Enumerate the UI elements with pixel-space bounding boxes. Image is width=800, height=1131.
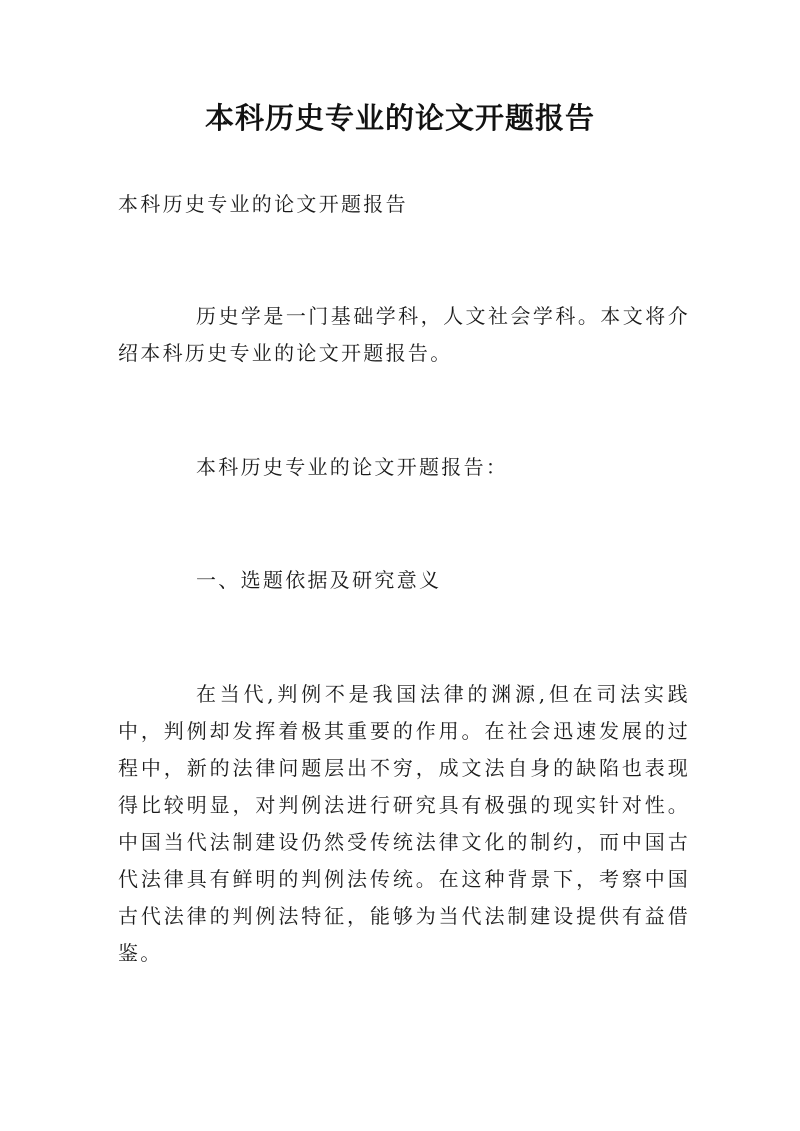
body-paragraph: 在当代,判例不是我国法律的渊源,但在司法实践中，判例却发挥着极其重要的作用。在社会迅速发展的过程中，新的法律问题层出不穷，成文法自身的缺陷也表现得比较明显，对判例法进行研究具有极强的现实针对性。中国当代法制建设仍然受传统法律文化的制约，而中国古代法律具有鲜明的判例法传统。在这种背景下，考察中国古代法律的判例法特征，能够为当代法制建设提供有益借鉴。 bbox=[118, 682, 690, 965]
lead-paragraph: 本科历史专业的论文开题报告： bbox=[196, 455, 509, 479]
section-heading: 一、选题依据及研究意义 bbox=[196, 568, 442, 592]
document-title: 本科历史专业的论文开题报告 bbox=[204, 101, 595, 135]
intro-paragraph: 历史学是一门基础学科，人文社会学科。本文将介绍本科历史专业的论文开题报告。 bbox=[118, 304, 690, 365]
document-subtitle: 本科历史专业的论文开题报告 bbox=[118, 192, 408, 216]
